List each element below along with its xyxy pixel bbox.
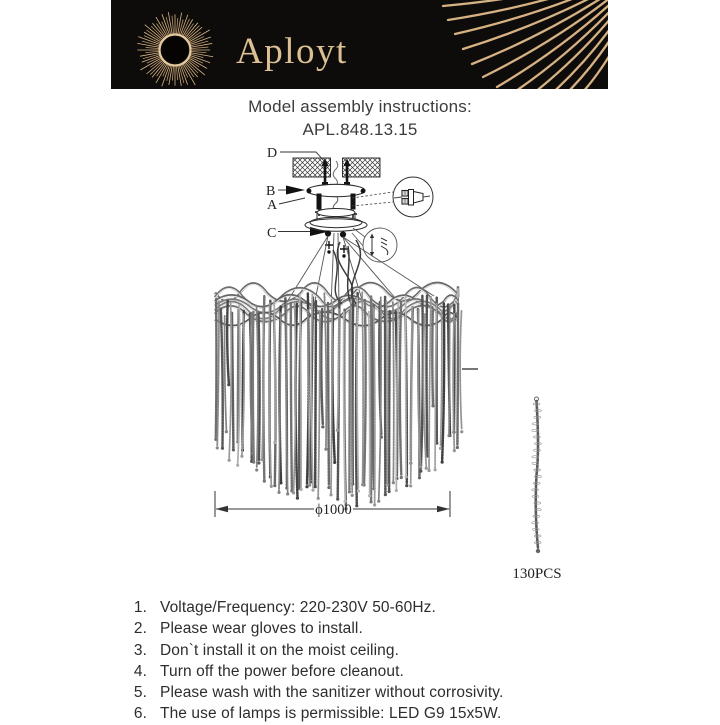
instruction-item	[129, 661, 669, 682]
dim-arrow-left-icon	[216, 506, 229, 512]
banner-art	[111, 0, 608, 89]
model-number: APL.848.13.15	[302, 120, 418, 139]
instruction-item	[129, 618, 669, 639]
canopy	[305, 209, 367, 232]
suspension-cords	[287, 233, 434, 307]
item-text: Please wash with the sanitizer without corrosivity.	[160, 684, 504, 702]
chandelier-strands	[214, 292, 463, 510]
instruction-item	[129, 640, 669, 661]
instruction-item	[129, 682, 669, 703]
instruction-list	[129, 597, 669, 725]
instruction-item	[129, 597, 669, 618]
item-number: 2.	[133, 620, 147, 638]
item-text: The use of lamps is permissible: LED G9 15x5W.	[160, 705, 502, 723]
arrow-b-icon	[286, 186, 305, 195]
instruction-item	[129, 703, 669, 724]
item-number: 1.	[133, 599, 147, 616]
header-banner	[111, 0, 608, 89]
mounting-bolts	[322, 159, 351, 187]
mounting-plate	[307, 184, 366, 196]
dim-arrow-right-icon	[437, 506, 450, 512]
label-a: A	[267, 198, 278, 213]
spare-count-label: 130PCS	[512, 566, 562, 582]
detail-circle-connector	[393, 177, 433, 217]
dimension-value: ϕ1000	[315, 502, 352, 518]
label-c: C	[267, 226, 277, 241]
brand-name: Aployt	[236, 31, 348, 72]
starburst-center	[162, 37, 188, 63]
item-text: Voltage/Frequency: 220-230V 50-60Hz.	[160, 599, 436, 616]
banner-rays-decoration	[443, 0, 608, 89]
item-number: 6.	[133, 705, 147, 723]
item-number: 4.	[133, 662, 147, 680]
label-d: D	[267, 146, 278, 161]
item-text: Please wear gloves to install.	[160, 620, 363, 638]
label-b: B	[266, 184, 276, 199]
item-text: Turn off the power before cleanout.	[160, 662, 404, 680]
item-number: 5.	[133, 684, 147, 702]
title-block	[0, 95, 720, 141]
item-number: 3.	[133, 641, 147, 659]
canopy-screws	[325, 231, 348, 257]
assembly-diagram	[150, 140, 610, 595]
item-text: Don`t install it on the moist ceiling.	[160, 641, 399, 659]
page-title: Model assembly instructions:	[248, 97, 472, 116]
detail-circle-screw	[363, 228, 397, 262]
spare-strand	[532, 397, 542, 553]
power-cable	[333, 161, 338, 186]
